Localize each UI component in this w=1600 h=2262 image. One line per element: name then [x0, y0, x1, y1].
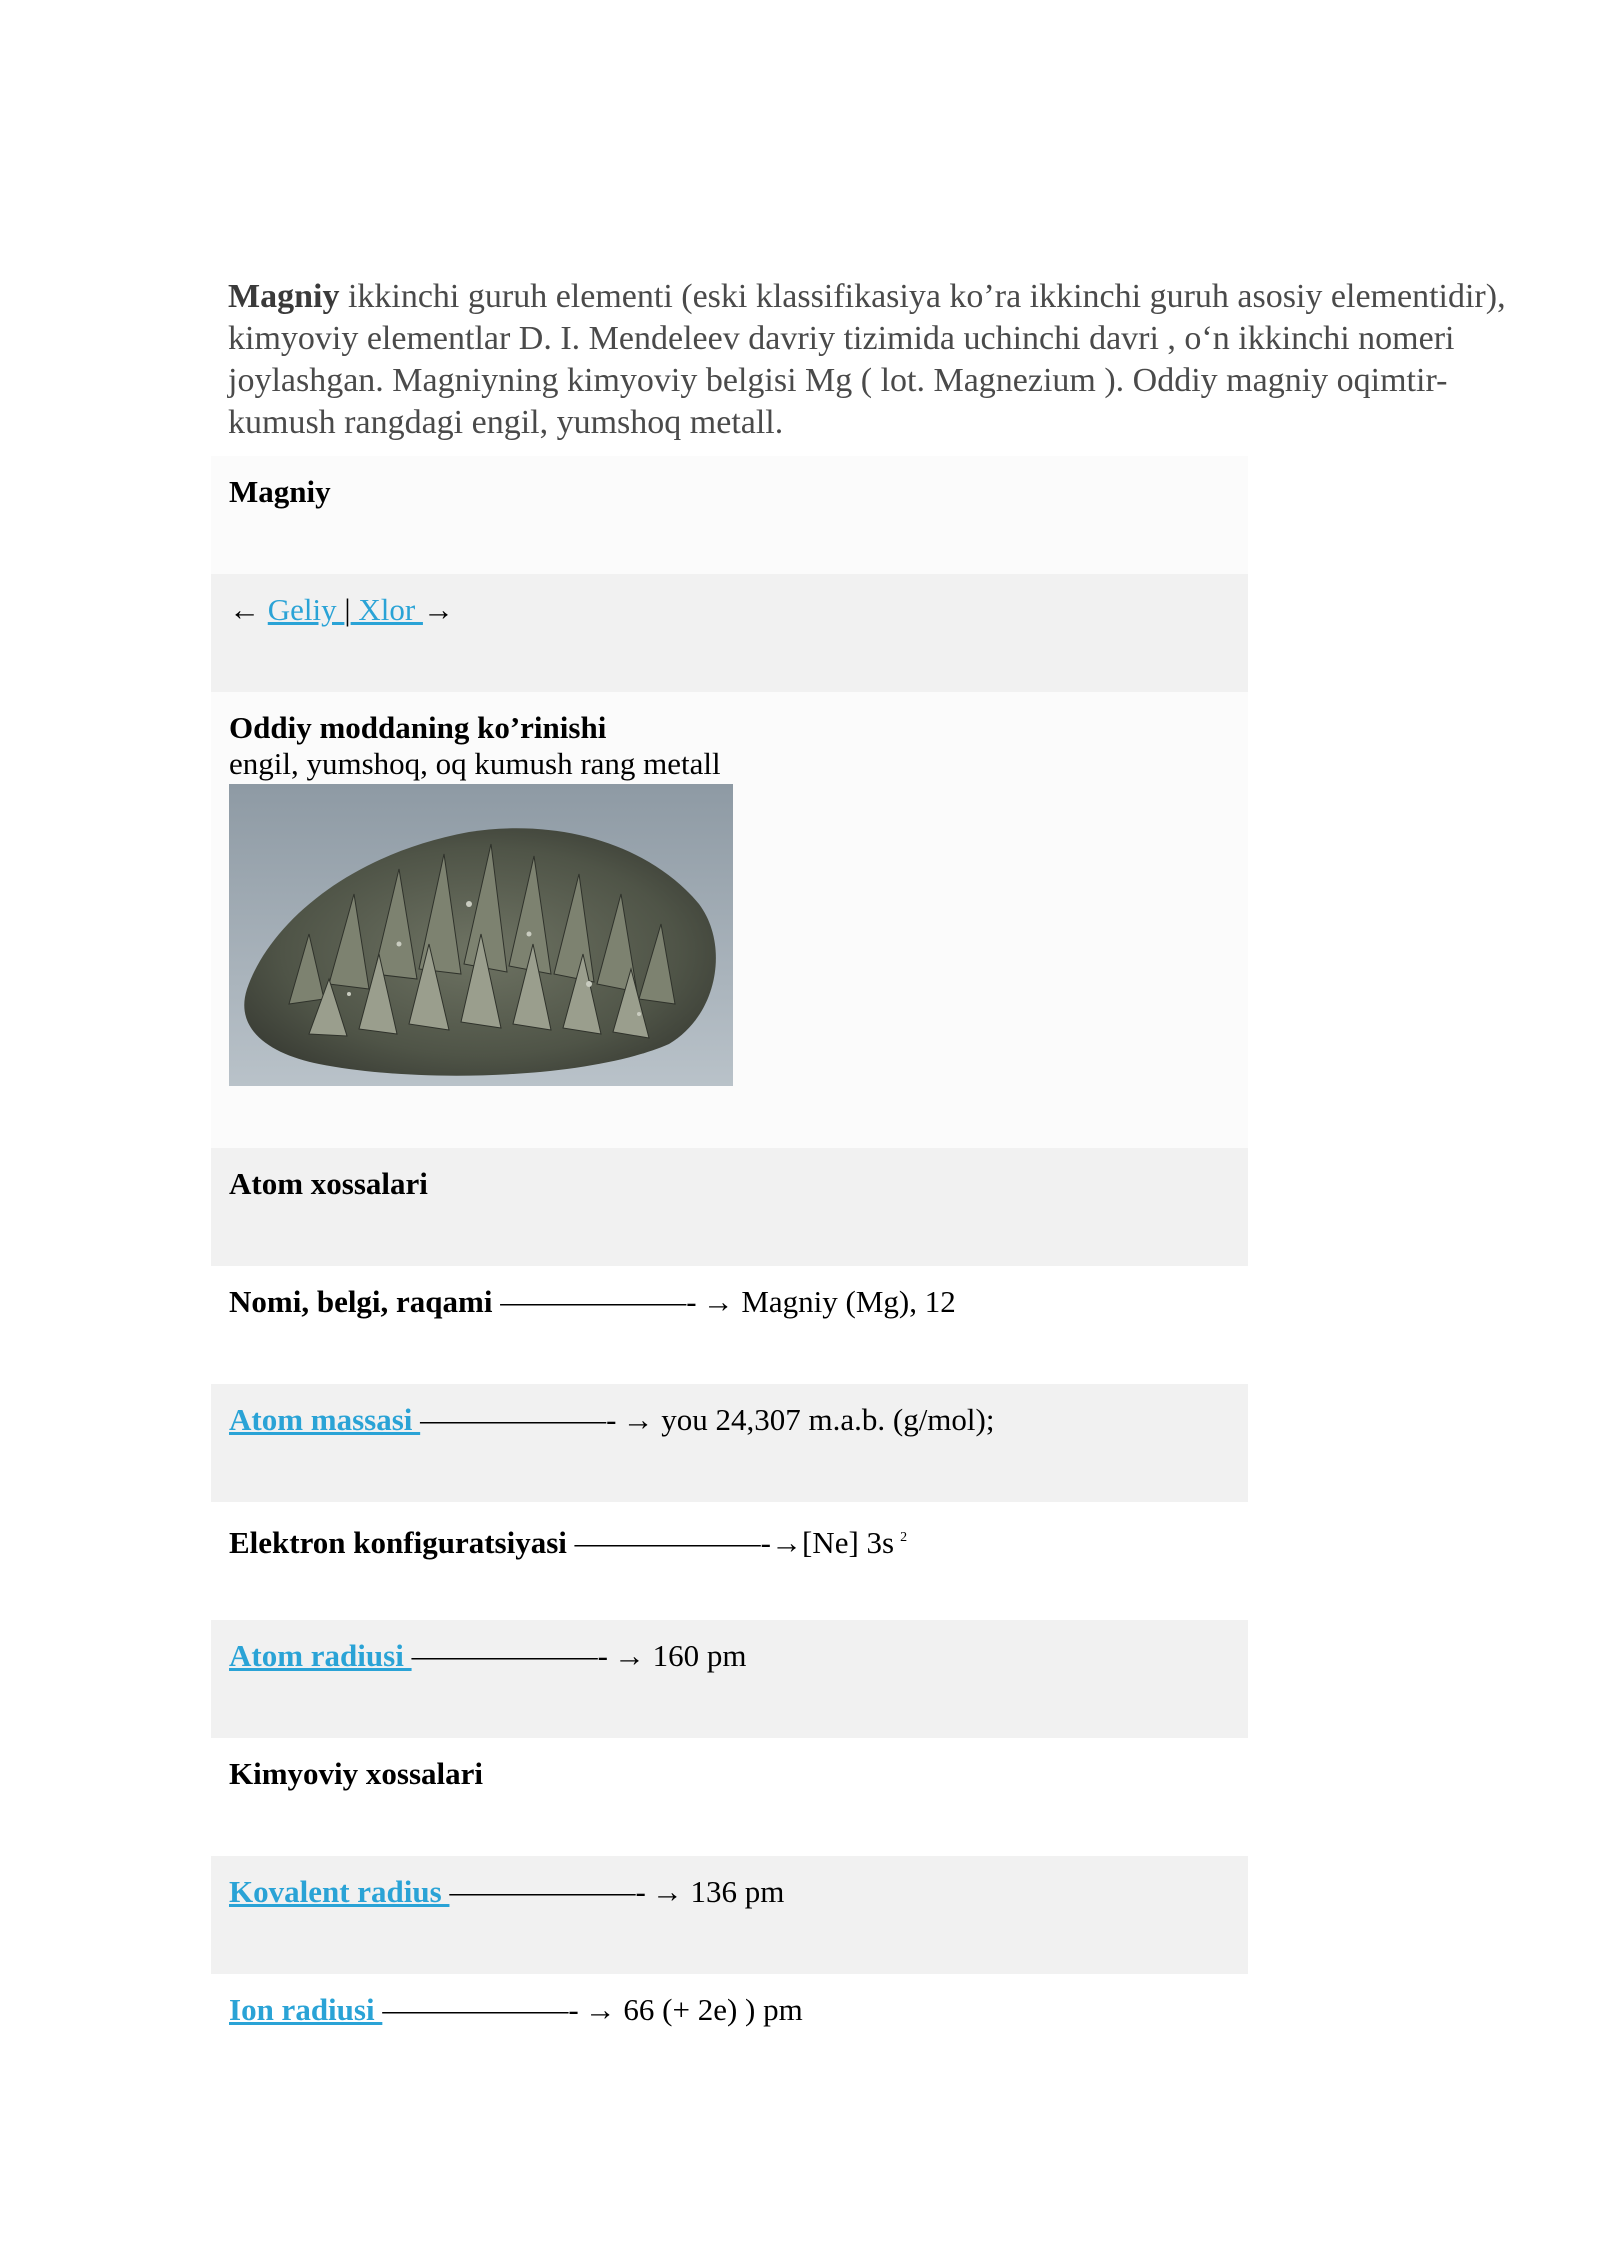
right-arrow-icon: →: [584, 1992, 616, 2027]
infobox-title: Magniy: [211, 456, 1248, 574]
row-dash: ——————-: [411, 1638, 608, 1673]
prev-element-link[interactable]: Geliy: [267, 592, 345, 627]
ion-radius-value: 66 (+ 2e) ) pm: [615, 1992, 803, 2027]
intro-text: ikkinchi guruh elementi (eski klassifikasiya ko’ra ikkinchi guruh asosiy elementidir), kimyoviy elementlar D. I. Mendeleev davriy tizimida uchinchi davri , o‘n ikkinchi nomeri joylashgan. Magniyning kimyoviy belgisi Mg ( lot. Magnezium ). Oddiy magniy oqimtir-kumush rangdagi engil, yumshoq metall.: [228, 278, 1506, 441]
atomic-radius-link[interactable]: Atom radiusi: [229, 1638, 412, 1673]
element-name-bold: Magniy: [228, 278, 340, 315]
magnesium-crystal-image: [229, 784, 733, 1086]
ion-radius-row: [211, 1974, 1248, 2092]
chemical-properties-heading: Kimyoviy xossalari: [211, 1738, 1248, 1856]
configuration-superscript: 2: [900, 1530, 908, 1545]
right-arrow-icon: →: [702, 1284, 734, 1319]
atomic-radius-row: [211, 1620, 1248, 1738]
atom-properties-heading: Atom xossalari: [211, 1148, 1248, 1266]
right-arrow-icon: →: [651, 1874, 683, 1909]
element-navigation: [211, 574, 1248, 692]
electron-configuration-label: Elektron konfiguratsiyasi: [229, 1525, 575, 1560]
appearance-text: engil, yumshoq, oq kumush rang metall: [229, 746, 721, 781]
atomic-mass-link[interactable]: Atom massasi: [229, 1402, 421, 1437]
appearance-heading: Oddiy moddaning ko’rinishi: [229, 710, 607, 745]
right-arrow-icon: →: [622, 1402, 654, 1437]
electron-configuration-row: [211, 1502, 1248, 1620]
element-infobox: [211, 456, 1248, 2092]
name-label: Nomi, belgi, raqami: [229, 1284, 501, 1319]
atomic-mass-row: [211, 1384, 1248, 1502]
covalent-radius-row: [211, 1856, 1248, 1974]
right-arrow-icon: →: [770, 1525, 802, 1560]
electron-configuration-value: [Ne] 3s: [801, 1525, 895, 1560]
row-dash: ——————-: [449, 1874, 646, 1909]
nav-left-arrow: ←: [229, 592, 260, 627]
covalent-radius-value: 136 pm: [682, 1874, 785, 1909]
row-dash: ——————-: [382, 1992, 579, 2027]
intro-paragraph: [228, 276, 1518, 444]
nav-right-arrow: →: [422, 592, 454, 627]
row-dash: ——————-: [420, 1402, 617, 1437]
next-element-link[interactable]: Xlor: [350, 592, 423, 627]
name-value: Magniy (Mg), 12: [733, 1284, 956, 1319]
row-dash: ——————-: [500, 1284, 697, 1319]
nav-separator: |: [344, 592, 351, 627]
covalent-radius-link[interactable]: Kovalent radius: [229, 1874, 450, 1909]
row-dash: ——————-: [574, 1525, 771, 1560]
ion-radius-link[interactable]: Ion radiusi: [229, 1992, 383, 2027]
atomic-mass-value: you 24,307 m.a.b. (g/mol);: [653, 1402, 995, 1437]
name-symbol-number-row: [211, 1266, 1248, 1384]
appearance-section: [211, 692, 1248, 1148]
right-arrow-icon: →: [613, 1638, 645, 1673]
atomic-radius-value: 160 pm: [644, 1638, 747, 1673]
